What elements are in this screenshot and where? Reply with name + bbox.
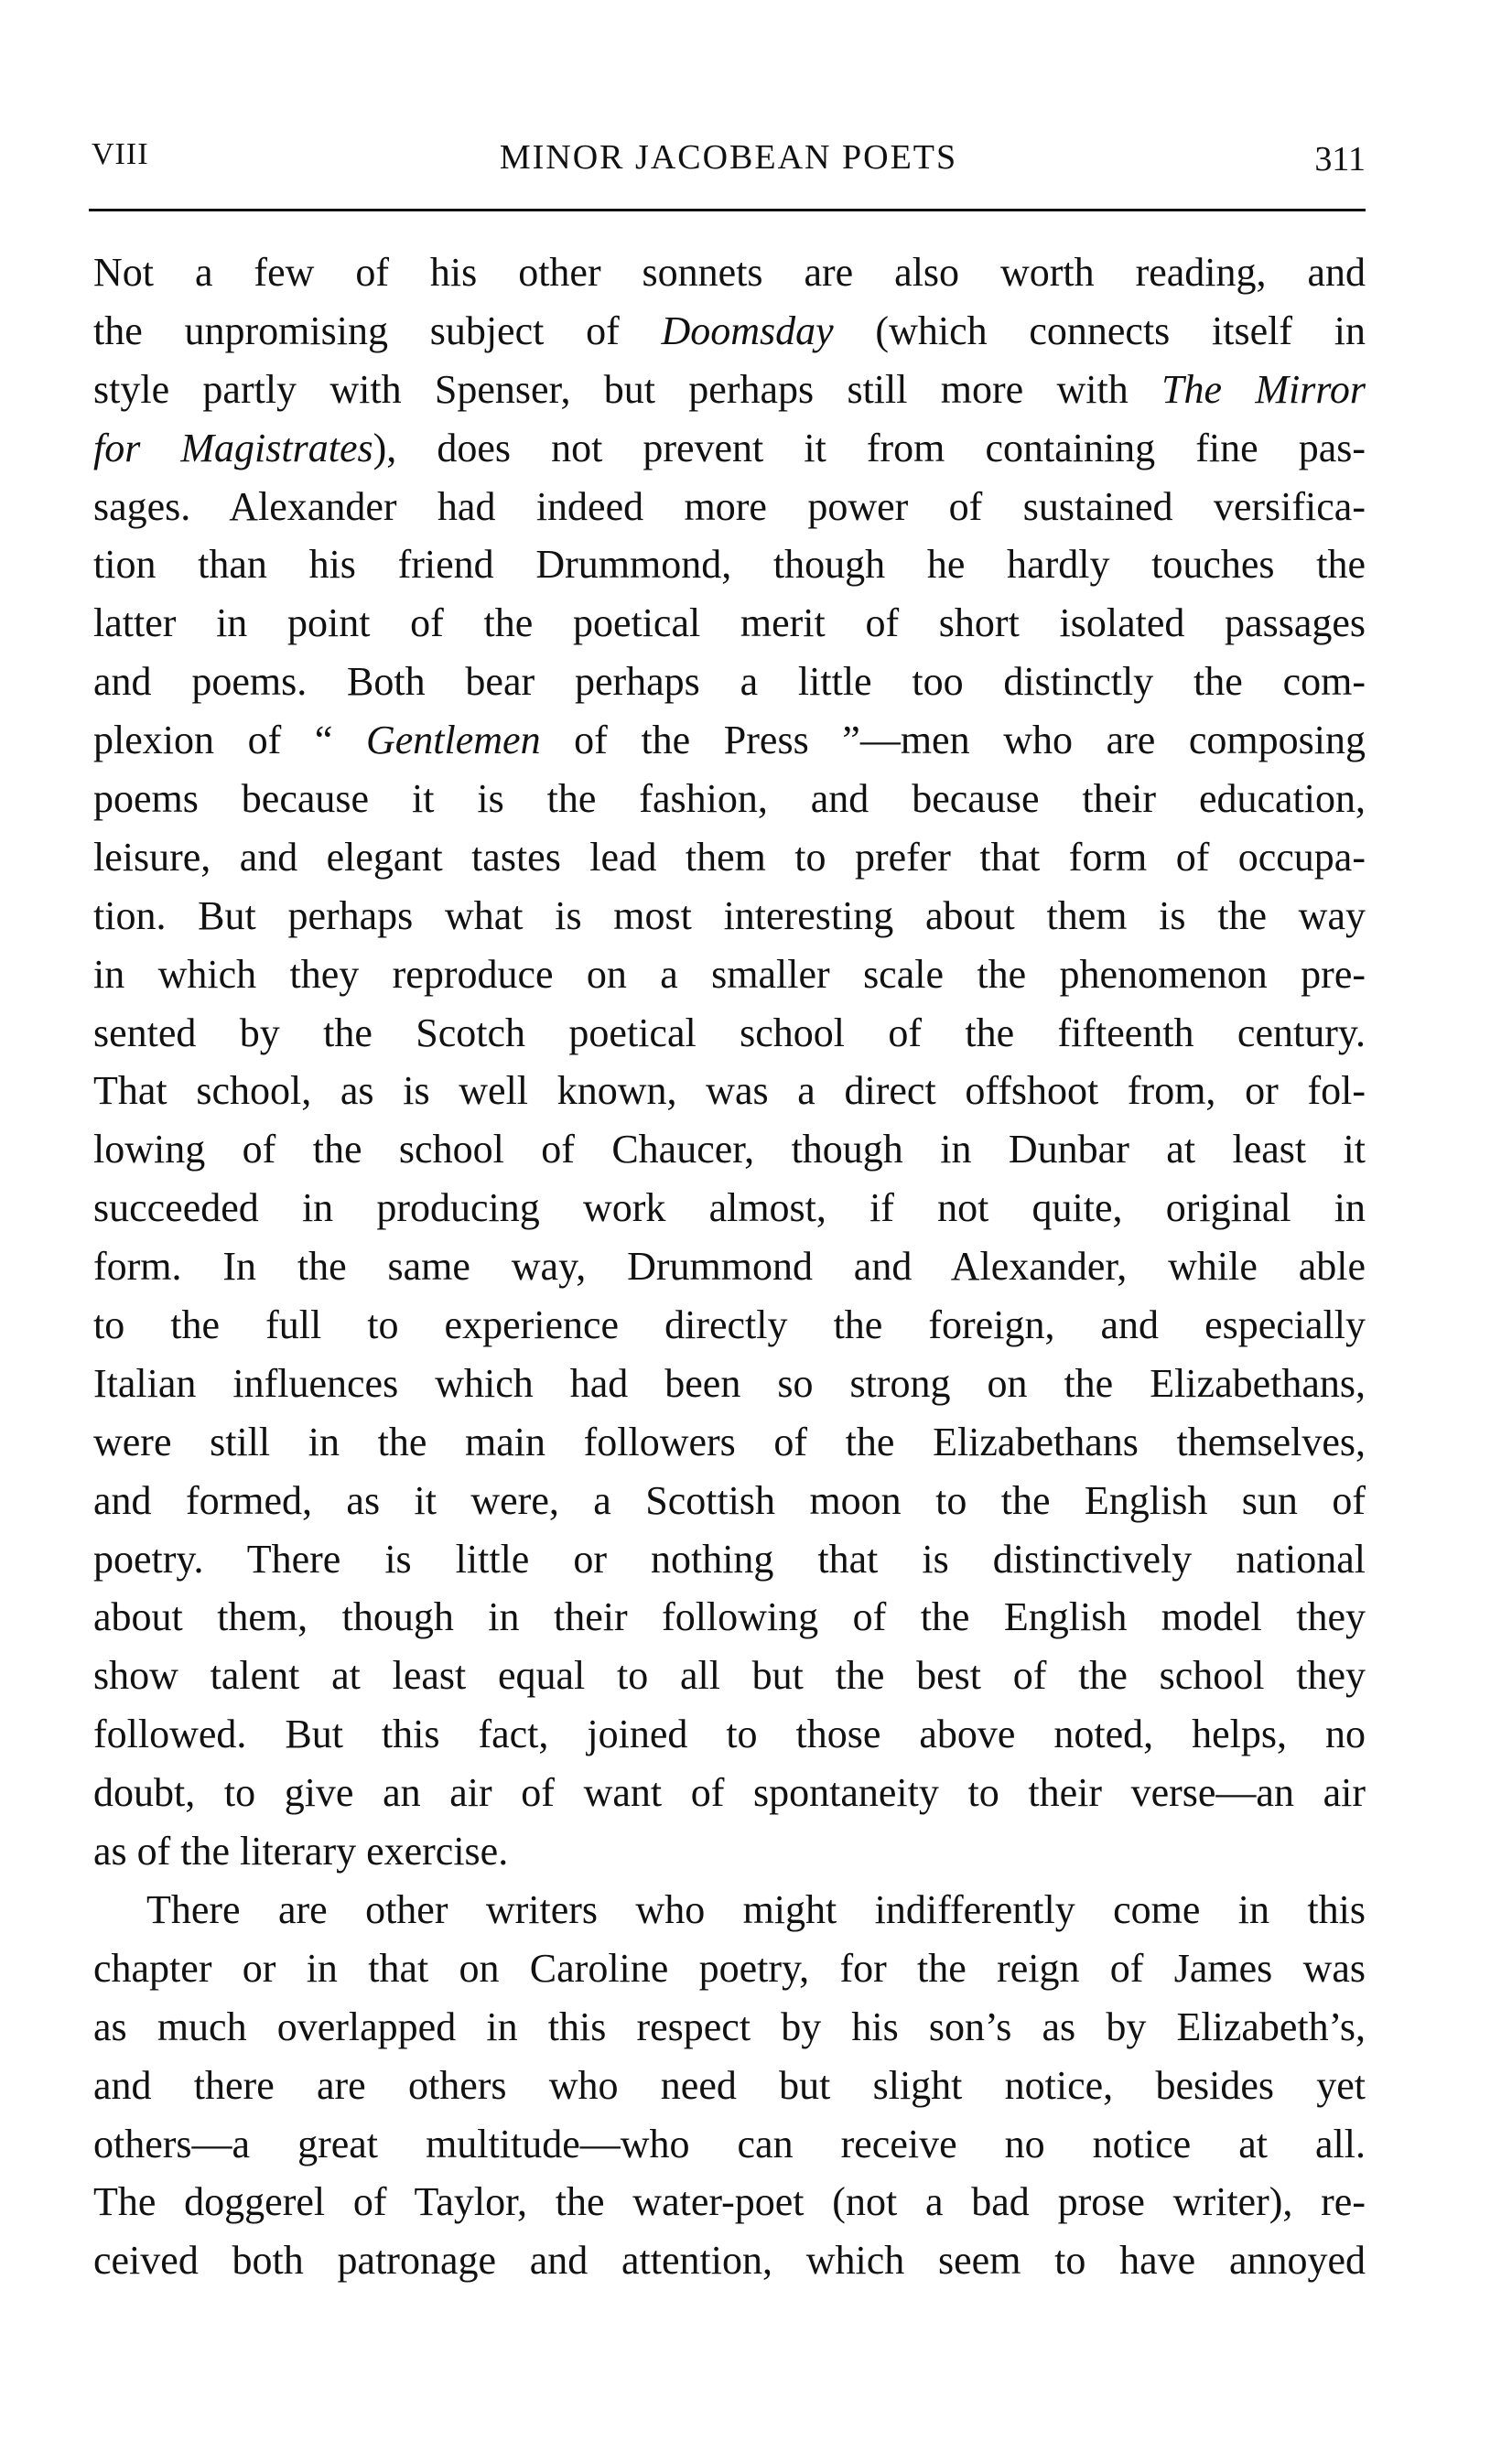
text-line [93,535,1366,594]
text-line [93,243,1366,302]
text-line [93,1530,1366,1589]
text-segment: plexion of “ [93,718,366,763]
text-segment: in which they reproduce on a smaller scale the phenomenon pre- [93,951,1366,997]
text-segment: lowing of the school of Chaucer, though in Dunbar at least it [93,1127,1366,1172]
text-line [93,1413,1366,1472]
text-segment: form. In the same way, Drummond and Alexander, while able [93,1244,1366,1290]
text-line [93,1822,1366,1881]
text-line [93,478,1366,536]
text-line [93,2173,1366,2231]
text-segment: ceived both patronage and attention, which seem to have annoyed [93,2238,1366,2284]
text-segment: There are other writers who might indifferently come in this [146,1886,1366,1932]
text-segment: were still in the main followers of the Elizabethans themselves, [93,1419,1366,1464]
text-segment: tion than his friend Drummond, though he hardly touches the [93,542,1366,588]
text-segment: poems because it is the fashion, and because their education, [93,776,1366,822]
text-line [93,887,1366,945]
italic-title: Gentlemen [365,718,541,763]
text-segment: followed. But this fact, joined to those above noted, helps, no [93,1712,1366,1757]
text-segment: latter in point of the poetical merit of short isolated passages [93,600,1366,646]
paragraph [93,243,1366,1881]
text-segment: That school, as is well known, was a direct offshoot from, or fol- [93,1068,1366,1114]
text-line [93,1237,1366,1296]
text-line [93,1179,1366,1237]
text-line [93,1764,1366,1822]
text-line [93,945,1366,1004]
text-segment: The doggerel of Taylor, the water-poet (not a bad prose writer), re- [93,2179,1366,2225]
text-segment: Not a few of his other sonnets are also worth reading, and [93,250,1366,295]
text-line [93,1705,1366,1764]
text-segment: leisure, and elegant tastes lead them to prefer that form of occupa- [93,834,1366,880]
text-line [93,361,1366,419]
text-line [93,2231,1366,2290]
text-line [93,1881,1366,1939]
text-line [93,770,1366,828]
italic-title: for Magistrates [93,425,373,470]
text-line [93,1062,1366,1120]
header-rule [89,209,1366,211]
text-segment: of the Press ”—men who are composing [540,718,1366,763]
text-segment: about them, though in their following of the English model they [93,1594,1366,1640]
text-line [93,653,1366,711]
text-line [93,1472,1366,1530]
text-line [93,419,1366,478]
italic-title: Doomsday [661,308,834,353]
text-segment: show talent at least equal to all but the best of the school they [93,1653,1366,1699]
text-segment: to the full to experience directly the foreign, and especially [93,1302,1366,1348]
text-segment: succeeded in producing work almost, if not quite, original in [93,1185,1366,1231]
text-segment: Italian influences which had been so strong on the Elizabethans, [93,1360,1366,1406]
text-line [93,828,1366,887]
text-line [93,1296,1366,1355]
text-line [93,2115,1366,2174]
italic-title: The Mirror [1161,366,1366,412]
text-line [93,2057,1366,2115]
body-text [93,243,1366,2290]
text-segment: poetry. There is little or nothing that is distinctively national [93,1536,1366,1582]
chapter-number: VIII [92,137,149,171]
text-segment: as much overlapped in this respect by his son’s as by Elizabeth’s, [93,2004,1366,2049]
text-line [93,1998,1366,2057]
text-segment: and there are others who need but slight notice, besides yet [93,2062,1366,2108]
text-segment: (which connects itself in [833,308,1366,353]
text-line [93,1004,1366,1063]
running-title: MINOR JACOBEAN POETS [499,138,958,177]
text-segment: sented by the Scotch poetical school of the fifteenth century. [93,1010,1366,1055]
text-line [93,1355,1366,1413]
text-line [93,302,1366,361]
text-segment: and poems. Both bear perhaps a little too distinctly the com- [93,659,1366,705]
text-segment: as of the literary exercise. [93,1829,509,1874]
running-head [92,137,1366,183]
text-segment: style partly with Spenser, but perhaps still more with [93,366,1162,412]
paragraph [93,1881,1366,2290]
text-segment: tion. But perhaps what is most interesting about them is the way [93,892,1366,938]
text-line [93,1939,1366,1998]
text-line [93,594,1366,653]
text-segment: chapter or in that on Caroline poetry, for the reign of James was [93,1945,1366,1991]
text-line [93,711,1366,770]
text-segment: ), does not prevent it from containing fine pas- [373,425,1366,470]
text-segment: the unpromising subject of [93,308,662,353]
text-line [93,1120,1366,1179]
text-segment: sages. Alexander had indeed more power of sustained versifica- [93,483,1366,529]
text-segment: and formed, as it were, a Scottish moon to the English sun of [93,1477,1366,1523]
text-line [93,1647,1366,1705]
text-line [93,1588,1366,1647]
text-segment: others—a great multitude—who can receive no notice at all. [93,2121,1366,2166]
page-number: 311 [1314,140,1366,178]
text-segment: doubt, to give an air of want of spontaneity to their verse—an air [93,1770,1366,1816]
